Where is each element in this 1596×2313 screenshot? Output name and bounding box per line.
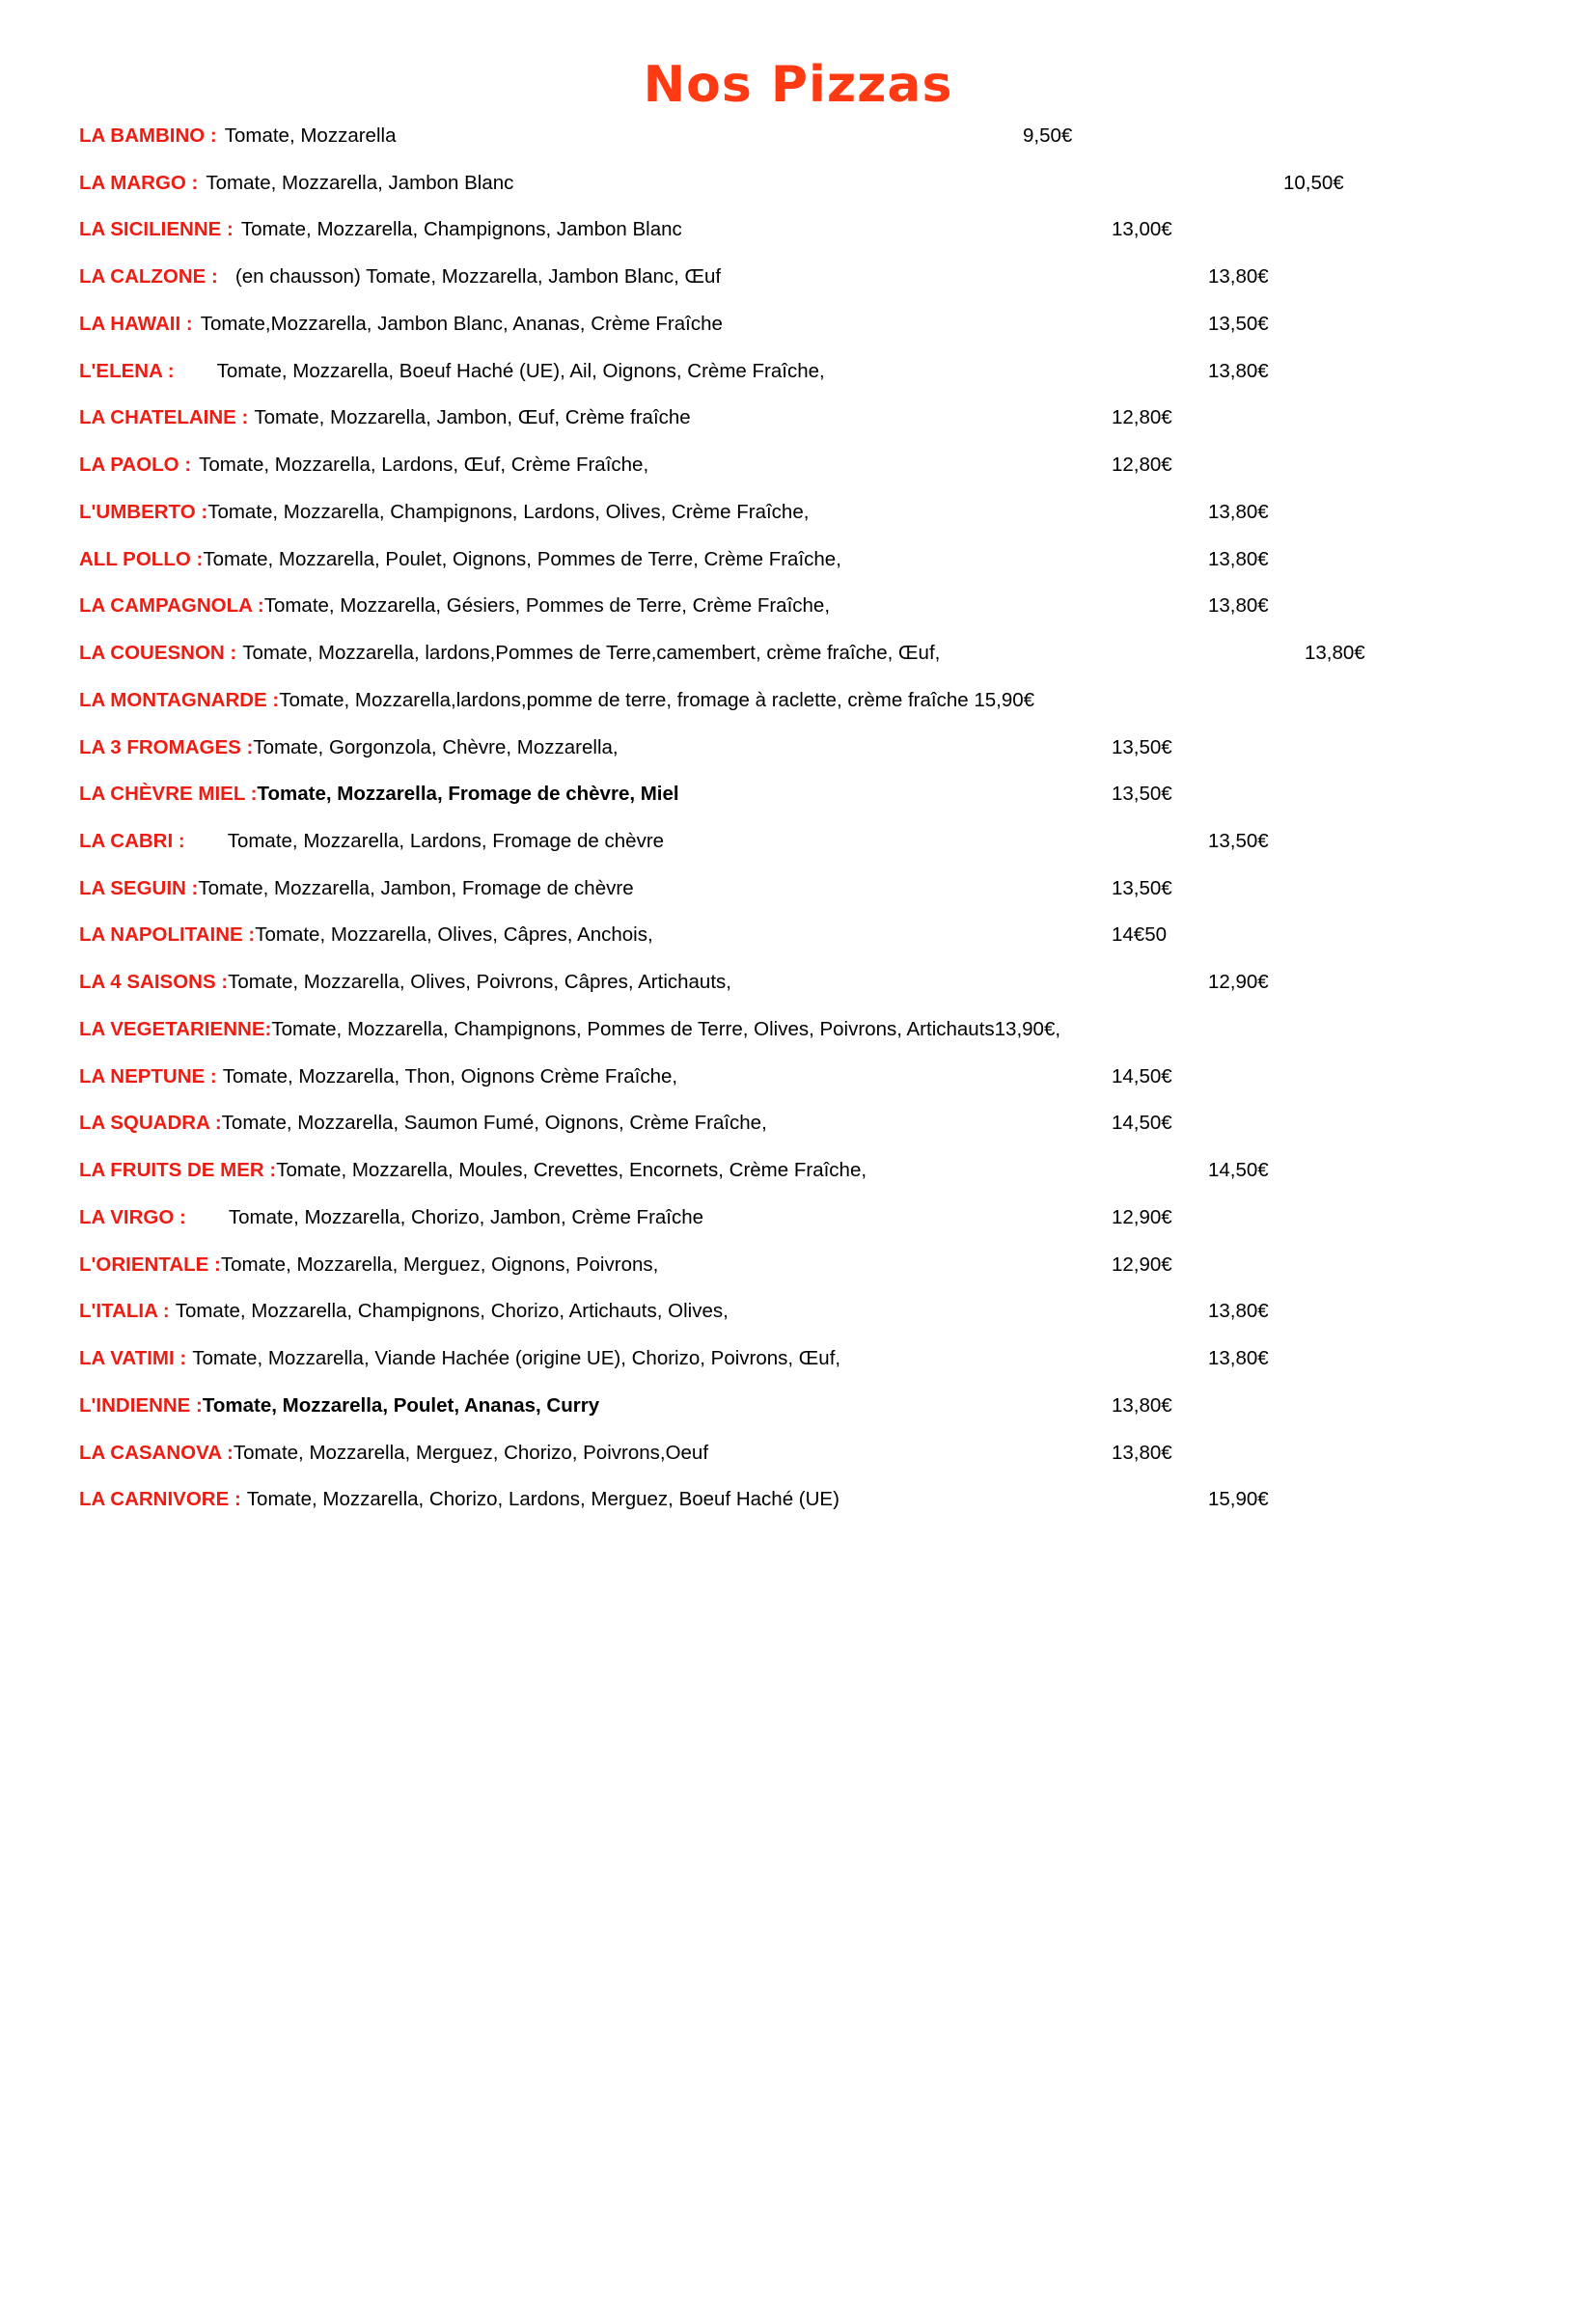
menu-item-description: Tomate, Mozzarella, Lardons, Fromage de chèvre [227, 830, 665, 853]
menu-item-row [79, 1441, 1528, 1466]
menu-item-price: 12,90€ [1208, 971, 1269, 994]
menu-item-row [79, 1205, 1528, 1230]
menu-item-name: LA SEGUIN : [79, 876, 199, 899]
menu-item-row [79, 876, 1528, 901]
menu-item-price: 13,80€ [1305, 642, 1365, 665]
menu-item-description: Tomate, Mozzarella, lardons,Pommes de Terre,camembert, crème fraîche, Œuf, [242, 642, 941, 665]
menu-item-row [79, 688, 1528, 713]
menu-item-description: Tomate, Mozzarella, Merguez, Oignons, Poivrons, [220, 1253, 659, 1276]
menu-item-price: 12,90€ [1112, 1205, 1172, 1228]
menu-item-price: 14,50€ [1112, 1112, 1172, 1135]
menu-item-description: Tomate, Mozzarella, Lardons, Œuf, Crème Fraîche, [199, 454, 649, 477]
menu-item-row [79, 500, 1528, 525]
menu-item-name: LA CHATELAINE : [79, 406, 249, 429]
menu-item-description: Tomate, Mozzarella, Fromage de chèvre, Miel [257, 783, 679, 806]
menu-item-description: Tomate, Mozzarella, Champignons, Jambon Blanc [240, 218, 682, 241]
menu-item-name: LA CAMPAGNOLA : [79, 594, 264, 618]
menu-item-price: 14,50€ [1112, 1064, 1172, 1088]
menu-item-description: Tomate, Mozzarella, Chorizo, Lardons, Merguez, Boeuf Haché (UE) [246, 1488, 839, 1511]
menu-item-description: Tomate, Mozzarella, Viande Hachée (origine UE), Chorizo, Poivrons, Œuf, [192, 1347, 841, 1370]
menu-item-row [79, 1158, 1528, 1183]
menu-item-name: LA 3 FROMAGES : [79, 735, 254, 758]
menu-page [0, 56, 1596, 2313]
menu-item-description: Tomate, Gorgonzola, Chèvre, Mozzarella, [253, 735, 619, 758]
menu-item-description: Tomate, Mozzarella, Champignons, Lardons, Olives, Crème Fraîche, [207, 500, 810, 523]
menu-item-price: 13,80€ [1112, 1393, 1172, 1417]
menu-item-description: Tomate, Mozzarella, Olives, Poivrons, Câpres, Artichauts, [228, 971, 731, 994]
menu-item-name: LA 4 SAISONS : [79, 971, 229, 994]
menu-item-description: Tomate, Mozzarella, Boeuf Haché (UE), Ail, Oignons, Crème Fraîche, [216, 359, 825, 382]
menu-item-name: LA SQUADRA : [79, 1112, 222, 1135]
menu-item-name: LA SICILIENNE : [79, 218, 234, 241]
menu-item-description: Tomate, Mozzarella, Thon, Oignons Crème Fraîche, [222, 1064, 678, 1088]
menu-item-row [79, 405, 1528, 430]
menu-item-price: 13,80€ [1208, 359, 1269, 382]
menu-item-price: 13,00€ [1112, 218, 1172, 241]
menu-item-price: 13,50€ [1208, 830, 1269, 853]
menu-item-price: 14€50 [1112, 923, 1168, 947]
menu-item-price: 10,50€ [1283, 171, 1344, 194]
menu-item-name: LA CARNIVORE : [79, 1488, 241, 1511]
menu-item-row [79, 1487, 1528, 1512]
menu-item-name: LA MONTAGNARDE : [79, 688, 280, 711]
menu-item-price: 13,80€ [1208, 500, 1269, 523]
menu-item-price: 12,80€ [1112, 406, 1172, 429]
menu-item-description: Tomate, Mozzarella, Jambon Blanc [206, 171, 514, 194]
menu-item-description: Tomate, Mozzarella [224, 124, 397, 147]
menu-item-description: Tomate, Mozzarella,lardons,pomme de terre, fromage à raclette, crème fraîche 15,90€ [279, 688, 1035, 711]
menu-item-row [79, 1253, 1528, 1278]
menu-item-row [79, 593, 1528, 619]
menu-item-row [79, 1299, 1528, 1324]
menu-item-description: Tomate, Mozzarella, Jambon, Œuf, Crème fraîche [254, 406, 691, 429]
menu-item-row [79, 217, 1528, 242]
menu-item-description: Tomate, Mozzarella, Poulet, Ananas, Curry [202, 1393, 600, 1417]
menu-item-row [79, 970, 1528, 995]
menu-item-row [79, 829, 1528, 854]
menu-item-row [79, 453, 1528, 478]
menu-item-name: L'ELENA : [79, 359, 175, 382]
menu-item-name: L'ITALIA : [79, 1300, 170, 1323]
menu-item-name: LA BAMBINO : [79, 124, 217, 147]
menu-item-price: 13,80€ [1112, 1441, 1172, 1464]
menu-item-description: (en chausson) Tomate, Mozzarella, Jambon Blanc, Œuf [234, 265, 722, 289]
menu-item-description: Tomate, Mozzarella, Saumon Fumé, Oignons, Crème Fraîche, [221, 1112, 767, 1135]
menu-item-row [79, 1393, 1528, 1418]
menu-item-description: Tomate, Mozzarella, Jambon, Fromage de chèvre [198, 876, 634, 899]
menu-item-row [79, 1017, 1528, 1042]
menu-item-name: LA HAWAII : [79, 312, 193, 335]
menu-item-row [79, 312, 1528, 337]
menu-item-name: LA MARGO : [79, 171, 199, 194]
menu-item-row [79, 735, 1528, 760]
menu-item-description: Tomate,Mozzarella, Jambon Blanc, Ananas, Crème Fraîche [200, 312, 723, 335]
menu-item-name: LA VEGETARIENNE: [79, 1017, 272, 1040]
menu-item-name: LA COUESNON : [79, 642, 237, 665]
menu-item-price: 12,90€ [1112, 1253, 1172, 1276]
menu-item-row [79, 264, 1528, 289]
menu-item-name: LA CABRI : [79, 830, 185, 853]
menu-item-price: 9,50€ [1023, 124, 1073, 147]
menu-item-name: LA FRUITS DE MER : [79, 1159, 277, 1182]
menu-item-price: 14,50€ [1208, 1159, 1269, 1182]
menu-item-name: LA NAPOLITAINE : [79, 923, 256, 947]
menu-item-price: 13,80€ [1208, 547, 1269, 570]
menu-item-name: LA VIRGO : [79, 1205, 186, 1228]
menu-item-price: 13,80€ [1208, 265, 1269, 289]
menu-item-price: 13,50€ [1112, 735, 1172, 758]
pizza-list [0, 124, 1596, 1513]
menu-item-name: ALL POLLO : [79, 547, 204, 570]
menu-item-description: Tomate, Mozzarella, Champignons, Pommes de Terre, Olives, Poivrons, Artichauts13,90€, [271, 1017, 1061, 1040]
menu-item-row [79, 1064, 1528, 1089]
menu-item-price: 13,80€ [1208, 1347, 1269, 1370]
menu-item-row [79, 1346, 1528, 1371]
page-title: Nos Pizzas [643, 56, 953, 114]
menu-item-name: LA NEPTUNE : [79, 1064, 217, 1088]
menu-item-row [79, 359, 1528, 384]
menu-item-row [79, 171, 1528, 196]
menu-item-description: Tomate, Mozzarella, Champignons, Chorizo, Artichauts, Olives, [175, 1300, 729, 1323]
menu-item-name: LA PAOLO : [79, 454, 192, 477]
menu-item-name: LA CHÈVRE MIEL : [79, 783, 258, 806]
menu-item-name: L'ORIENTALE : [79, 1253, 221, 1276]
menu-item-price: 13,50€ [1208, 312, 1269, 335]
menu-item-description: Tomate, Mozzarella, Olives, Câpres, Anchois, [255, 923, 653, 947]
menu-item-name: LA CALZONE : [79, 265, 218, 289]
menu-item-description: Tomate, Mozzarella, Moules, Crevettes, Encornets, Crème Fraîche, [276, 1159, 867, 1182]
menu-item-name: L'UMBERTO : [79, 500, 208, 523]
menu-item-name: LA VATIMI : [79, 1347, 187, 1370]
menu-item-price: 13,80€ [1208, 594, 1269, 618]
menu-item-row [79, 782, 1528, 807]
menu-item-description: Tomate, Mozzarella, Gésiers, Pommes de Terre, Crème Fraîche, [263, 594, 831, 618]
menu-item-name: LA CASANOVA : [79, 1441, 234, 1464]
menu-item-row [79, 1111, 1528, 1136]
menu-item-row [79, 124, 1528, 149]
menu-item-row [79, 547, 1528, 572]
menu-item-description: Tomate, Mozzarella, Poulet, Oignons, Pommes de Terre, Crème Fraîche, [203, 547, 841, 570]
menu-item-price: 13,50€ [1112, 876, 1172, 899]
menu-item-price: 13,50€ [1112, 783, 1172, 806]
menu-item-description: Tomate, Mozzarella, Chorizo, Jambon, Crème Fraîche [228, 1205, 704, 1228]
menu-item-description: Tomate, Mozzarella, Merguez, Chorizo, Poivrons,Oeuf [233, 1441, 709, 1464]
menu-item-price: 13,80€ [1208, 1300, 1269, 1323]
menu-item-name: L'INDIENNE : [79, 1393, 203, 1417]
menu-item-price: 15,90€ [1208, 1488, 1269, 1511]
menu-item-price: 12,80€ [1112, 454, 1172, 477]
menu-item-row [79, 922, 1528, 948]
menu-item-row [79, 641, 1528, 666]
